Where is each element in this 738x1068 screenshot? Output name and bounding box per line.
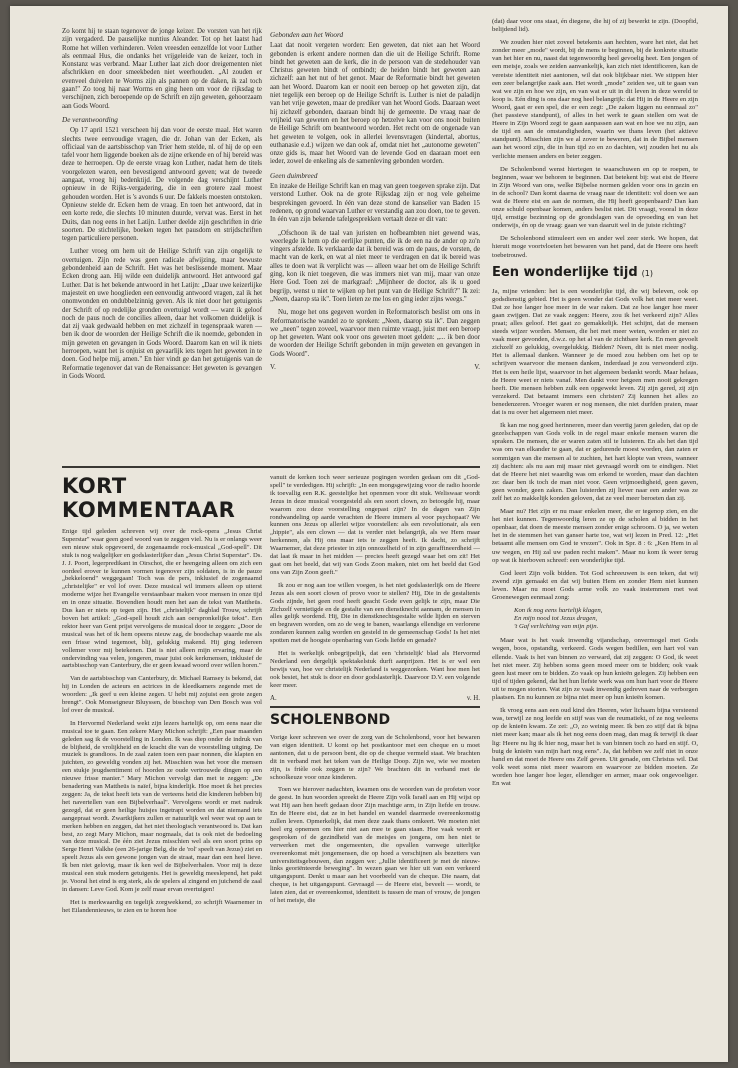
- paragraph: God leert Zijn volk bidden. Tot God schreeuwen is een teken, dat wij zwend zijn gemaakt en dat wij buiten Hem en zonder Hem niet kunnen leven. Maar nu moet Gods arme volk zo vaak instemmen met wat Groenewegen eenmaal zong:: [492, 569, 698, 601]
- kort-kommentaar-column-1: [62, 474, 262, 920]
- paragraph: De Scholenbond wenst hiertegen te waarschuwen en op te roepen, te beginnen, waar we behoren te beginnen. Dat betekent bij: wat eist de Heere in Zijn Woord van ons, welke Bijbelse normen gelden voor ons in gezin en in de school? Dan komt daarna de vraag naar de identiteit: vol doen we aan wat de Heere eist en aan de normen, die Hij heeft geopenbaard? Dan kan onze schuld openbaar komen, anders beslist niet. Dit vraagt, vooral in deze tijd, ernstige bezinning op de grondslagen van de opvoeding en van het onderwijs, én op de vraag: gaan we van daaruit wel in de juiste richting?: [492, 165, 698, 230]
- paragraph: Het is werkelijk onbegrijpelijk, dat een 'christelijk' blad als Hervormd Nederland een dergelijk spektakelstuk durft aanprijzen. Het is er wel een bewijs van, hoe ver christelijk Nederland is weggezonken. Want hoe men het ook besiet, het stuk is door en door godslasterlijk. Daarvoor D.V. een volgende keer meer.: [270, 650, 480, 689]
- paragraph: Maar nu? Het zijn er nu maar enkelen meer, die er tegenop zien, en die het niet kunnen. Tegenwoordig leren ze op de scholen al bidden in het openbaar, dat doen de meeste mensen zonder enige schroom. O ja, we weten het in de stemmen het van ganser harte toe, wat wij lezen in Pred. 12: „Het betaamt alle mensen om God te vrezen". Ook in Spr. 8 : 6: „Ken Hem in al uw wegen, en Hij zal uw paden recht maken". Maar nu kom ik weer terug op wat ik hierboven schreef: een wonderlijke tijd.: [492, 508, 698, 564]
- paragraph: We zouden hier niet zoveel betekenis aan hechten, ware het niet, dat het zonder meer „mode" wordt, bij de mens te beginnen, bij de konkrete situatie van het hier en nu, naast dat tegenwoordig heel gevoelig heet. Een jongen of een meisje, zoals we zeiden aanvankelijk, kan zich niet identificeren, kan de vereiste identiteit niet aantonen, wil dat ook blijkbaar niet. We stippen hier een zeer belangrijke zaak aan. Het wordt „mode" zeiden we, uit te gaan van wat we zijn en hoe we zijn, en van wat er uit in dit leven in deze wereld te koop is. Eén ding is ons daar nog heel belangrijk: dat Hij in de Heere en zijn Woord, gaat er een spel, die er een zegt: „De zaken liggen nu eenmaal zo" (het passieve standpunt), of alles in het werk te gaan stellen om wat de Heere in Zijn Woord zegt te gaan aanpassen aan wat en hoe we nu zijn, aan de tijd en aan de omstandigheden, waarin we thans leven (het aktieve standpunt). Misschien zijn we al zover te beweren, dat in de Bijbel mensen aan het woord zijn, die in hun tijd zo en zo dachten, wij zouden het nu als verlichte mensen anders en beter zeggen.: [492, 39, 698, 160]
- subheading-geen-duimbreed: Geen duimbreed: [270, 171, 318, 180]
- column-1-top: [62, 28, 262, 386]
- paragraph: Toen we hierover nadachten, kwamen ons de woorden van de profeten voor de geest. In hun woorden spreekt de Heere Zijn volk Israël aan en Hij wijst op wat Hij aan hen heeft gedaan door Zijn machtige arm, in Zijn liefde en trouw. En de Heere eist, dat ze in het handel en wandel daarmede overeenkomstig zullen leven. Opmerkelijk, dat men deze zaak thans omkeert. We moeten niet heel erg opnemen om hier niet aan mee te gaan staan. Hoe vaak wordt er gesproken of de gezindheid van de meisjes en jongens, om hen niet te verwerken met die ongemeenten, die opvallen vanwege uiterlijke overeenkomst mèt jongemensen, die op hoed a verschijnen als bezetters van universiteitsgebouwen, dan zeggen we: „Jullie identificeert je met de nieuw-links georiënteerde beweging". In wezen gaan we hier uit van een verkeerd uitgangspunt. Denkt u maar aan het voorbeeld van de cheque. Die naam, dat cheque, is het uitgangspunt. Gevraagd — de Heere eist, beveelt — wordt, te laten zien, dat er overeenkomst, identiteit is tussen de man of vrouw, de jongen of het meisje, die: [270, 786, 480, 905]
- poem-line: Kon ik nog eens hartelijk klagen,: [514, 607, 603, 615]
- section-divider: [270, 706, 480, 708]
- paragraph: Ik kan me nog goed herinneren, meer dan veertig jaren geleden, dat op de gezelschappen van Gods volk in de regel maar enkele mensen waren die spraken. De mensen, die er waren zaten stil te luisteren. En als het dan tijd was om van elkander te gaan, dat er gedurende moest worden, dan zaten er sommigen van die mensen al te zuchten, het hart klopte van vrees, wanneer zij dachten: als nu aan mij maar niet gevraagd wordt om te eindigen. Niet dat de Heere het niet waardig was om erkend te worden, maar dan dachten ze: daar ben ik toch de man niet voor. Geen vrijmoedigheid, geen gaven, geen wonder, geen zaken. Dan luisterden zij liever naar een ander was ze zelf het zo makkelijk konden geloven, dat ze veel meer beroeten dan zij.: [492, 422, 698, 502]
- paragraph: Maar wat is het vaak inwendig vijandschap, onvermogel met Gods wegen, boos, opstandig, verkeerd. Gods wegen bedillen, een hart vol van ellende. Vaak is het van binnen zo verward, dat zij zeggen: O God, ik weet het niet meer. Zij hebben soms geen moed meer om te bidden; ook vaak geen lust meer om te bidden. Zo vaak op hun knieën gelegen. Zij hebben een tijd of tijden gekend, dat het hun liefste werk was om hun hart voor de Heere uit te mogen storten. Wat zijn ze vaak inwendig gedreven naar de verborgen plaatsen. En nu kunnen ze bijna niet meer op hun knieën komen.: [492, 637, 698, 702]
- kort-kommentaar-column-2: [270, 474, 480, 910]
- signature-right: v. H.: [466, 694, 480, 702]
- paragraph: Ja, mijne vrienden: het is een wonderlijke tijd, die wij beleven, ook op godsdienstig gebied. Het is geen wonder dat Gods volk het niet meer weet. Dat ze hoe langer hoe meer in de war raken. Dat ze hoe langer hoe meer gaan zwijgen. Dat ze vaak zeggen: Heere, zou ik het verkeerd zijn? Alles praat; alles geloof. Het gaat zo gemakkelijk. Het schijnt, dat de mensen steeds wijzer worden. Mensen, die het met meer weten, worden er niet zo vaak meer gevonden, d.w.z. op het al van de zichtbare kerk. En men gevoelt zichzelf zo gelukkig, overgelukkig. Bidden? Neen, dit is niet meer nodig. Het is allemaal danken. Wanneer je de moed zou hebben om het op te schrijven waarvoor die mensen danken, inderdaad je zou verwonderd zijn. Het is een heile lijst, waarvoor in het algemeen bedankt wordt. Maar helaas, de Heere weet er niets vanaf. Men dankt voor hetgeen men nooit gekregen heeft. Die mensen hebben zulk een opgewekt leven. Zij zijn gered, zij zijn verzekerd. Dat betaamt immers een christen? Zij kunnen het alles zo benedenzeren. Vroeger waren er nog mensen, die niet durfden praten, maar dat is nu over het algemeen niet meer.: [492, 287, 698, 417]
- signature: [270, 364, 480, 372]
- paragraph: Zo komt hij te staan tegenover de jonge keizer. De vorsten van het rijk zijn vergaderd. De pauselijke nuntius Aleander. Tot op het laatst had Rome het willen verhinderen. Velen vreesden eenzelfde lot voor Luther als eenmaal Hus, die ondanks het vrijgeleide van de keizer, toch in Konstanz was verbrand. Maar Luther laat zich door dreigementen niet afschrikken en door smeekbeden niet weerhouden. „Al zouden er evenveel duivelen te Worms zijn als pannen op de daken, ik zal toch gaan!" Zo toog hij naar Worms en ging heen om voor de rijksdag te verschijnen, zich beroepende op de Schrift en zijn geweten, gehoorzaam aan Gods Woord.: [62, 28, 262, 110]
- poem-line: En mijn nood tot Jezus dragen,: [514, 615, 598, 623]
- signature-right: V.: [474, 363, 480, 371]
- paragraph: De Scholenbond stimuleert een en ander wel zeer sterk. We hopen, dat hieruit moge voortvloeien het bewaren van het pand, dat de Heere ons heeft toebetrouwd.: [492, 235, 698, 259]
- paragraph: Het is merkwaardig en tegelijk zorgwekkend, zo schrijft Waarnemer in het Eilandennieuws, te zien en te horen hoe: [62, 898, 262, 914]
- paragraph: In Hervormd Nederland wekt zijn lezers hartelijk op, om eens naar die musical toe te gaan. Een zekere Mary Michon schrijft: „Een paar maanden geleden sag ik de voorstelling in Londen. Ik was diep onder de indruk van de blijheid, de vrolijkheid en de kracht die van de voorstelling uitging. De muziek is grandioos. In de zaal zaten toen een paar nonnen, die klapten en juichten, zo geweldig vonden zij het. Misschien was het voor die mensen een stukje jeugdsentiment of hoorden ze oude vertrouwde dingen op een nieuwe frisse manier." Mary Michon vervolgt dan met te zeggen: „De benadering van Mattheüs is naïef, bijna kinderlijk. Hoe moet ik het precies zeggen: Ja, de tekst heeft iets van de verteens heid die kinderen hebben bij het navertellen van een Bijbelverhaal". Vervolgens wordt er met nadruk gezegd, dat er geen heilige huisjes ingetrapt worden en dat niemand iets aangepraat wordt. Zwartkijkers zullen er natuurlijk wel weer wat op aan te merken hebben en zeggen, dat het niet theologisch verantwoord is. Dat kan best, zo zegt Mary Michon, maar nogmaals, dat is ook niet de bedoeling van deze musical. De één ziet Jezus misschien wel als een soort prins op Serge Henri Valkhe (een 26-jarige Belg, die de 'rol' speelt van Jezus) ziet en speelt Jezus als een gewone jongen van de straat, maar dan een heel lieve. Ik ben niet gelovig, maar ik ken wel de Bijbelverhalen. Voor mij is deze musical een stuk modern getuigenis. Het is geweldig meeslepend, het pakt je. Vooral het eind is erg sterk, als de spelers al zingend en juichend de zaal in dansen: Leve God. Kom je zelf maar ervan overtuigen!: [62, 719, 262, 893]
- paragraph: „Ofschoon ik de taal van juristen en hofbeambten niet gewend was, weerlegde ik hem op die eerlijke punten, die ik de een na de ander op zo'n vingers afstelde. Ik verklaarde dat ik bereid was om de paus, de vorsten, de macht van de kerk, en wat al niet meer te verdragen en dat ik bereid was alles te doen wat ik verplicht was — alleen waar het om de Heilige Schrift ging, kon ik niet toegeven, die was immers niet van mij, maar van onze Here God. Toen zei de markgraaf: „Mijnheer de doctor, als ik u goed begrijp, wenst u niet te wijken op het punt van de Heilige Schrift?" Ik zei: „Neen, daarop sta ik". Toen lieten ze me los en ging ieder zijns weegs.": [270, 229, 480, 303]
- paragraph: En inzake de Heilige Schrift kan en mag van geen toegeven sprake zijn. Dat verstond Luther. Ook na de grote Rijksdag zijn er nog vele geheime besprekingen gevoerd. In één van deze stond de kanselier van Baden 15 redenen, op grond waarvan Luther er verstandig aan zou doen, toe te geven. In één van zijn bekende tafelgesprekken vertaalt deze er dit van:: [270, 183, 480, 224]
- section-title-scholenbond: SCHOLENBOND: [270, 711, 391, 728]
- paragraph: Vorige keer schreven we over de zorg van de Scholenbond, voor het bewaren van eigen identiteit. U komt op het postkantoor met een cheque en u moet aantonen, dat u de persoon bent, die op de cheque vermeld staat. We brachten dit in verband met het teken van de Heilige Doop. Zijn we, wie we moeten zijn, is frièle ook zeggen te zijn? We brachten dit in verband met de schoolkeuze voor onze kinderen.: [270, 733, 480, 781]
- paragraph: Op 17 april 1521 verscheen hij dan voor de eerste maal. Het waren slechts twee eenvoudige vragen, die dr. Johan van der Ecken, als officiaal van de aartsbisschop van Trier hem stelde, nl. of hij de op een tafel voor hem liggende boeken als de zijne erkende en of hij bereid was deze te herroepen. Op de eerste vraag kon Luther, nadat hem de titels voorgelezen waren, een bevestigend antwoord geven; wat de tweede aangaat, vroeg hij bedenktijd. De volgende dag verschijnt Luther opnieuw in de Rijks-vergadering, die in een grotere zaal moest gehouden worden. Het is 's avonds 6 uur. De fakkels moesten ontstoken. Opnieuw stelde dr. Ecken hem de vraag. En toen het antwoord, dat in een korte rede, die slechts 10 minuten duurde, vervat was. Eerst in het Duits, dan nog eens in het Latijn. Luther deelde zijn geschriften in drie soorten. De stichtelijke, boeken tegen het pausdom en strijdschriften tegen particuliere personen.: [62, 127, 262, 243]
- paragraph: Enige tijd geleden schreven wij over de rock-opera „Jesus Christ Superstar" waar geen goed woord van te zeggen viel. Nu is er onlangs weer een nieuw stuk opgevoerd, de zogenaamde rock-musical „God-spell". Dit stuk is nog walgelijker en godslasterlijker dan „Jesus Christ Superstar". Ds. J. J. Poort, legerpredikant in Oirschot, die er heengeing alleen om zich een oordeel erover te kunnen vormen tegenover zijn soldaten, is in de pauze „bekkeloend" weggegaan! Toch was de pers, inklusief de zogenaamd „christelijke" er vol lof over. Deze musical wil immers alleen op uiterst moderne wijze het Evangelie verstaanbaar maken voor mensen in onze tijd en in onze situatie. Bovendien houdt men het aan de tekst van Mattheüs. Dus kan er niets op tegen zijn. Het „christelijk" dagblad Trouw, schrijft boven het artikel: „God-spell houdt zich aan oerspronkelijke tekst". Een rektor heer van Gent prijst vervolgens de musical door te zeggen: „Door de musical was het of ik hem opeens nieuw zag, de boodschap waarde me als een frisse wind tegemoet, blij, gelukkig makend. Hij ging iedereen vollemer voor mij betekenen. Dat is niet alleen mijn ervaring, maar de ondervinding vaa velen, jongeren, maar juist ook kerkmensen, inklusief de aartsbisschop van Canterbury, die er geen kwaad woord over willen horen.": [62, 528, 262, 670]
- poem-line: 't Gaf verlichting van mijn pijn.: [514, 623, 599, 631]
- signature-left: A.: [270, 694, 277, 702]
- paragraph: Ik zou er nog aan toe willen voegen, is het niet godslasterlijk om de Heere Jezus als een soort clown of provo voor te stellen? Hij, Die in de gestaltenis Gods zijnde, het geen roof heeft geacht Gode even gelijk te zijn, maar Die Zichzelf vernietigde en de gestalte van een dienstknecht aannam, de mensen in alles gelijk wordend. Hij, Die in dienstknechtsgestalte wilde lijden en sterven en begraven worden, om zo de weg te banen, waarlangs ellendige en verlorene zondaren kunnen zalig worden en gesteld in de gemeenschap Gods! Is het niet spotten met de hoogste openbaring van Gods liefde en genade?: [270, 581, 480, 645]
- paragraph: (dat) daar voor ons staat, én diegene, die hij of zij bewerkt te zijn. (Doopfid, belijdend lid).: [492, 18, 698, 34]
- article-title-wonderlijke-tijd: [492, 265, 698, 282]
- column-3: [492, 18, 698, 793]
- paragraph: Nu, moge het ons gegeven worden in Reformatorisch beslist om ons in Reformatorische wandel zo te spreken: „Neen, daarop sta ik". Dan zeggen we „neen" tegen zoveel, waarvoor men ruimte vraagt, juist met een beroep op het geweten. Want ook voor ons geweten moet gelden: „... ik ben door de woorden der Heilige Schrift gebonden in mijn geweten en gevangen in Gods Woord".: [270, 309, 480, 358]
- paragraph: Laat dat nooit vergeten worden: Een geweten, dat niet aan het Woord gebonden is erkent andere normen dan die uit de Heilige Schrift. Rome bindt het geweten aan de kerk, die in de persoon van de stedehouder van Christus geweten bindt of ontbindt; de heiden bindt het geweten aan zichzelf: aan het nut of het genot. Maar de Reformatie bindt het geweten aan het Woord. Daarom kan er nooit een beroep op het geweten zijn, dat niet tegelijk een beroep op de Heilige Schrift is. Luther is niet de paladijn van het vrije geweten, maar de prediker van het Woord Gods. Daaraan weet hij zichzelf gebonden, daaraan bindt hij de gemeente. De vraag naar de vrijheid van geweten en het beroep op hetzelve kan voor ons nooit buiten de Heilige Schrift om beantwoord worden. Het recht om de ongenade van het geweten te volgen, ook in allerlei levensvragen (kindertal, abortus, euthanasie e.d.) wijzen we dan ook af, omdat niet het „autonome geweten" onze gids is, maar het Woord van de levende God en daaraan moet een ieder, zowel de enkeling als de samenleving gebonden worden.: [270, 42, 480, 166]
- signature: [270, 695, 480, 703]
- newspaper-page: [10, 6, 728, 1062]
- paragraph: Van de aartsbisschop van Canterbury, dr. Michael Ramsey is bekend, dat hij in Londen de acteurs en actrices in de kleedkamers zegende met de woorden: „Ik geef u een kleine zegen. U hebt mij zojuist een grote zegen brengt". Ook Monseigneur Bluyssen, de bisschop van Den Bosch was vol lof over de musical.: [62, 675, 262, 714]
- column-2-top: [270, 28, 480, 372]
- poem: [514, 607, 698, 631]
- subheading-gebonden: Gebonden aan het Woord: [270, 31, 344, 39]
- paragraph: Ik vroeg eens aan een oud kind des Heeren, wier lichaam bijna versteend was, terwijl ze nog leefde en stijf was van de reumatiekt, of ze nog weleens op de knieën kwam. Ze zei: „O, zo weinig meer. Ik ben zo stijf dat ik bijna niet meer kan; maar als ik het nog eens doen mag, dan mag ik terwijl ik daar lig: Heere nu lig ik hier nog, maar het is van binnen toch zo hard en stijf. O, buig de knieën van mijn hart nog eens". Ja, dat hebben we zelf niet in onze hand en dat moet de Heere ons Zelf geven. Uit genade, om Christus wil. Dat volk weet soms niet meer waarom en waarvoor ze bidden moeten. Ze worden hoe langer hoe leger, ellendiger en armer, maar ook ongevoeliger. En wat: [492, 707, 698, 787]
- signature-left: V.: [270, 363, 276, 371]
- title-note: (1): [641, 268, 653, 278]
- paragraph: Luther vroeg om hem uit de Heilige Schrift van zijn ongelijk te overtuigen. Zijn rede was geen radicale afwijzing, maar bewuste gebondenheid aan de Schrift. Het was het beslissende moment. Maar Ecken drong aan. Hij wilde een duidelijk antwoord. Het antwoord gaf Luther. Dat is het bekende antwoord in het Latijn: „Daar uwe keizerlijke majesteit en uwe hooglieden een eenvoudig antwoord vragen, zal ik het onomwonden en ondubbelzinnig geven. Als ik niet door het getuigenis der Schrift of op redelijke gronden overtuigd wordt — want ik geloof noch de paus noch de concilies alleen, daar het volkomen duidelijk is dat zij vaak gedwaald hebben en met zichzelf in tegenspraak waren — ben ik door de woorden der Heilige Schrift die ik noemde, gebonden in mijn geweten en gevangen in Gods Woord. Daarom kan en wil ik niets herroepen, want het is onjuist en gevaarlijk iets tegen het geweten in te doen. God helpe mij, amen." En hier vindt ge dan het getuigenis van de Reformatie tegenover dat van de Renaissance: Het geweten is gevangen in Gods Woord.: [62, 248, 262, 380]
- section-divider: [62, 466, 480, 468]
- paragraph: vanuit de kerken toch weer serieuze pogingen worden gedaan om dit „God-spell" te verdedigen. Hij schrijft: „In een mongsgewijzing voor de radio hoorde ik toevallig een R.K. geestelijke het openmen voor dit stuk. Weliswaar wordt Jezus in deze musical voorgesteld als een soort clown, zo betoogde hij, maar waarom zou deze voorstelling ongepast zijn? In de dagen van Zijn rondwandeling op aarde verachten de Heere immers al voor psychopaat? We kunnen ons Jezus op allerlei wijze voorstellen: als een revolutionair, als een „hippie", als een clown — dat is verder niet belangrijk, als we Hem maar herkennen, als Hij ons maar iets te zeggen heeft. Ik dacht, zo schrijft Waarnemer, dat deze priester in zijn onnozelheid of in zijn geraffineerdheid — dat laat ik maar in het midden — precies heeft gezegd waar het om zit! Het gaat om het beeld, dat wij van Gods Zoon maken, niet om het beeld dat God ons van Zijn Zoon geeft.": [270, 474, 480, 576]
- title-text: Een wonderlijke tijd: [492, 264, 638, 280]
- subheading-verantwoording: De verantwoording: [62, 115, 118, 124]
- section-title-kort-kommentaar: KORT KOMMENTAAR: [62, 474, 236, 522]
